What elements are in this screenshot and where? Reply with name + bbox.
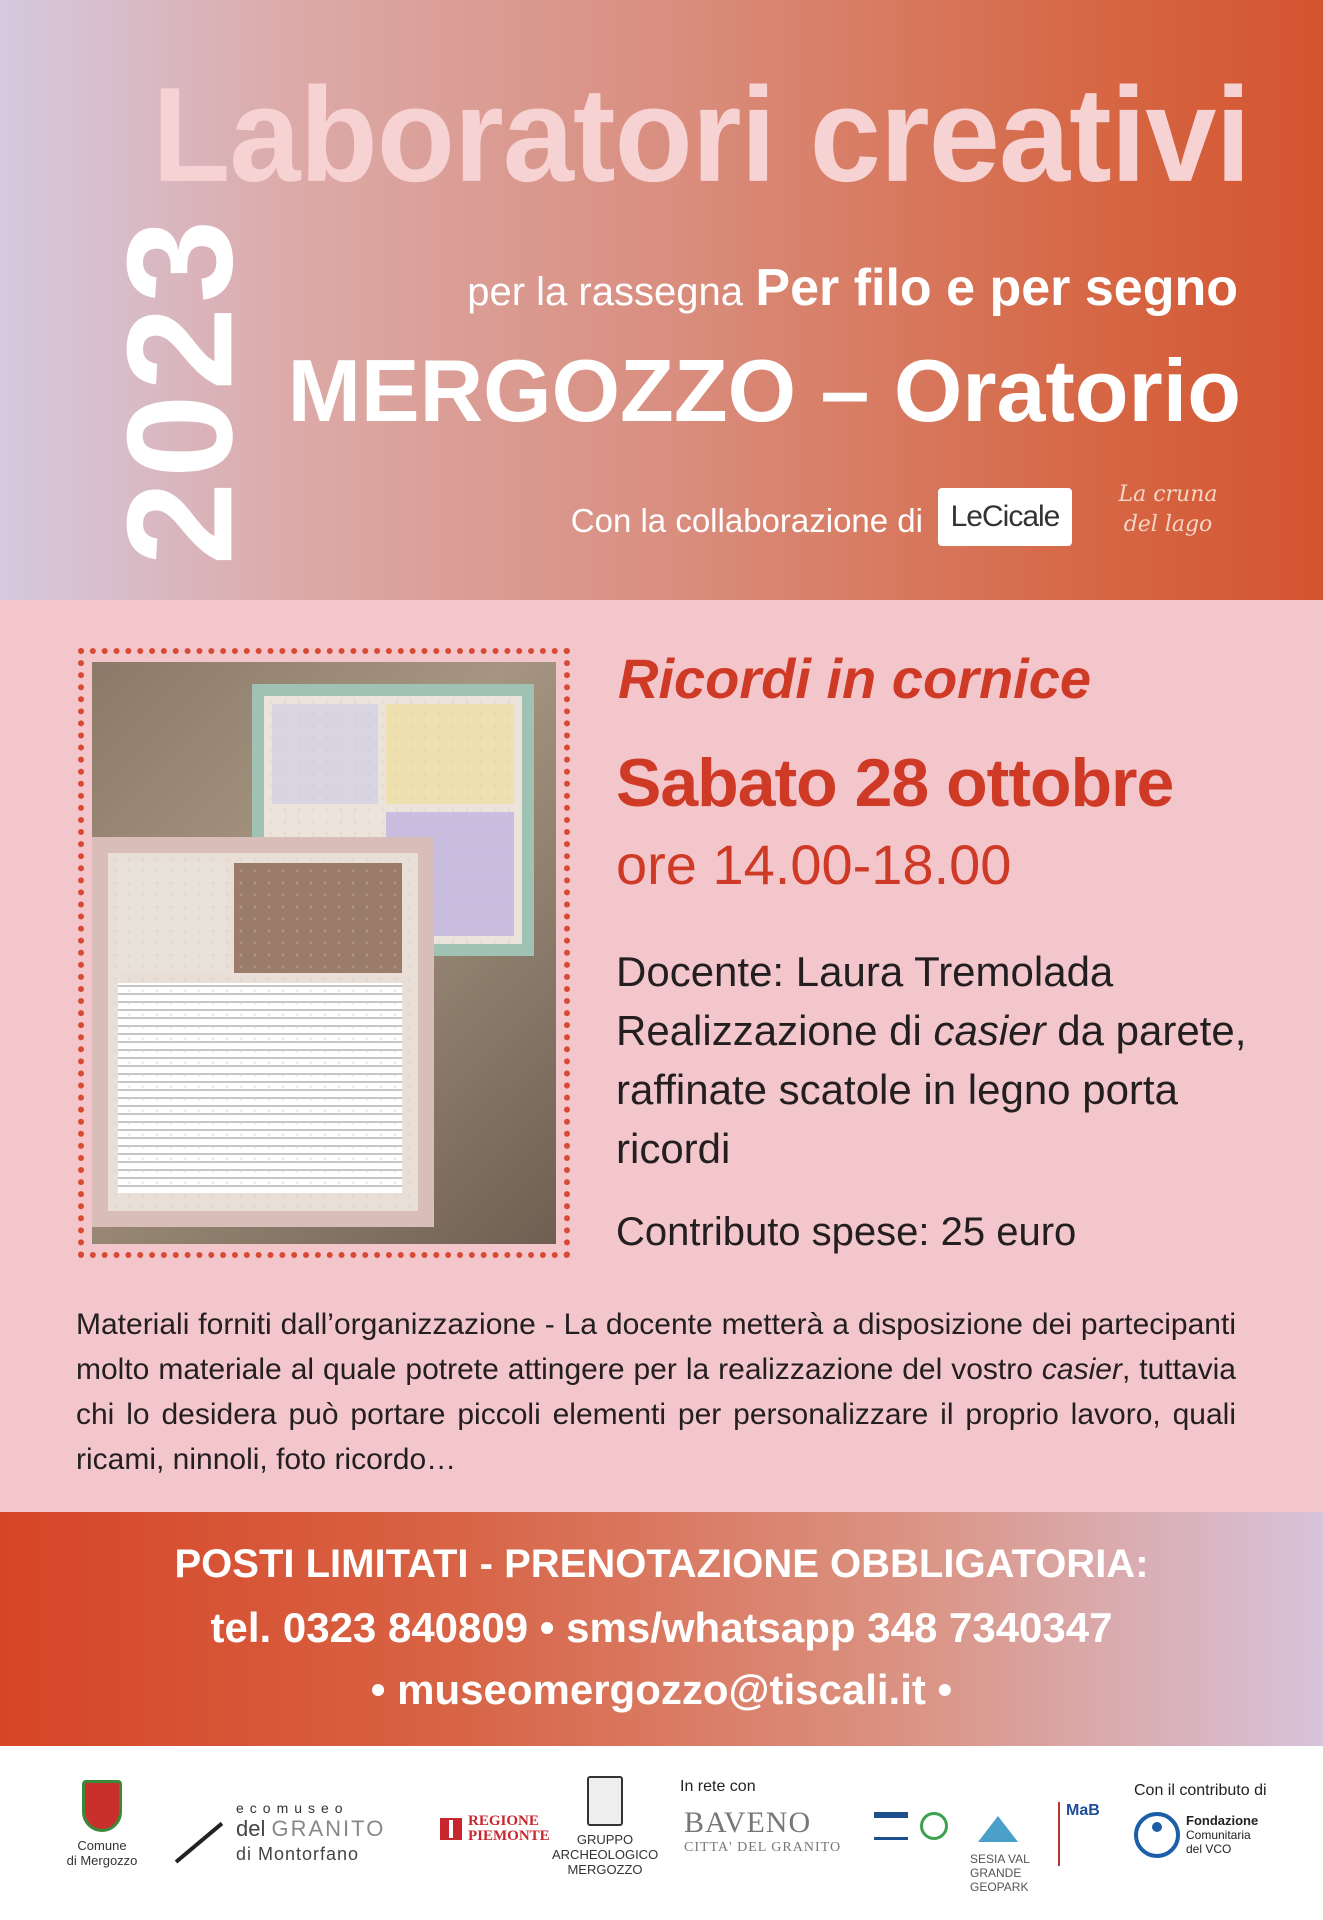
teacher-line: Docente: Laura Tremolada <box>616 948 1114 995</box>
place-title: MERGOZZO – Oratorio <box>287 341 1241 440</box>
baveno-logo: BAVENO CITTA' DEL GRANITO <box>684 1806 842 1855</box>
rassegna-name: Per filo e per segno <box>755 259 1238 317</box>
lecicale-logo: LeCicale <box>938 488 1072 546</box>
regione-piemonte-logo: REGIONE PIEMONTE <box>440 1814 550 1844</box>
flag-icon <box>440 1818 462 1840</box>
mountain-icon <box>978 1816 1018 1842</box>
booking-band <box>0 1512 1323 1746</box>
casier-photo <box>92 662 556 1244</box>
geoparks-icon <box>920 1812 948 1840</box>
event-title: Ricordi in cornice <box>618 647 1091 710</box>
mab-logo: MaB <box>1058 1802 1098 1866</box>
year-label: 2023 <box>95 215 264 565</box>
main-title: Laboratori creativi <box>152 60 1250 211</box>
booking-email: • museomergozzo@tiscali.it • <box>370 1666 953 1713</box>
booking-phone: tel. 0323 840809 • sms/whatsapp 348 7340347 <box>210 1604 1113 1651</box>
pink-casier-box <box>92 837 434 1227</box>
archeology-icon <box>587 1776 623 1826</box>
event-time: ore 14.00-18.00 <box>616 833 1012 896</box>
in-rete-caption: In rete con <box>680 1778 756 1795</box>
event-date: Sabato 28 ottobre <box>616 745 1174 821</box>
person-circle-icon <box>1134 1812 1180 1858</box>
description-text: Realizzazione di casier da parete, raffinate scatole in legno porta ricordi <box>616 1007 1247 1172</box>
collaboration-text: Con la collaborazione di <box>570 502 923 539</box>
comune-logo: Comune di Mergozzo <box>54 1780 150 1868</box>
crest-icon <box>82 1780 122 1832</box>
rassegna-prefix: per la rassegna <box>467 270 743 314</box>
unesco-geopark-logos: SESIA VAL GRANDE GEOPARK <box>840 1812 1050 1882</box>
stick-icon <box>175 1822 224 1864</box>
unesco-icon <box>874 1812 908 1840</box>
materials-paragraph: Materiali forniti dall’organizzazione - La docente metterà a disposizione dei partecipanti molto materiale al quale potrete attingere per la realizzazione del vostro casier, tuttavia chi lo desidera può portare piccoli elementi per personalizzare il proprio lavoro, quali ricami, ninnoli, foto ricordo… <box>76 1308 1236 1476</box>
photo-frame <box>78 648 570 1258</box>
gruppo-archeologico-logo: GRUPPO ARCHEOLOGICO MERGOZZO <box>552 1776 658 1877</box>
header-banner <box>0 0 1323 600</box>
la-cruna-del-lago-logo: La cruna del lago <box>1118 482 1218 537</box>
sponsor-footer <box>0 1746 1323 1920</box>
event-description <box>616 942 1256 1178</box>
ecomuseo-logo: ecomuseo del GRANITO di Montorfano <box>176 1800 416 1870</box>
fondazione-vco-logo: Fondazione Comunitaria del VCO <box>1134 1812 1258 1858</box>
rassegna-line <box>467 258 1238 318</box>
booking-notice: POSTI LIMITATI - PRENOTAZIONE OBBLIGATORIA: <box>174 1542 1149 1586</box>
contributo-caption: Con il contributo di <box>1134 1782 1267 1799</box>
cost-line: Contributo spese: 25 euro <box>616 1210 1077 1254</box>
